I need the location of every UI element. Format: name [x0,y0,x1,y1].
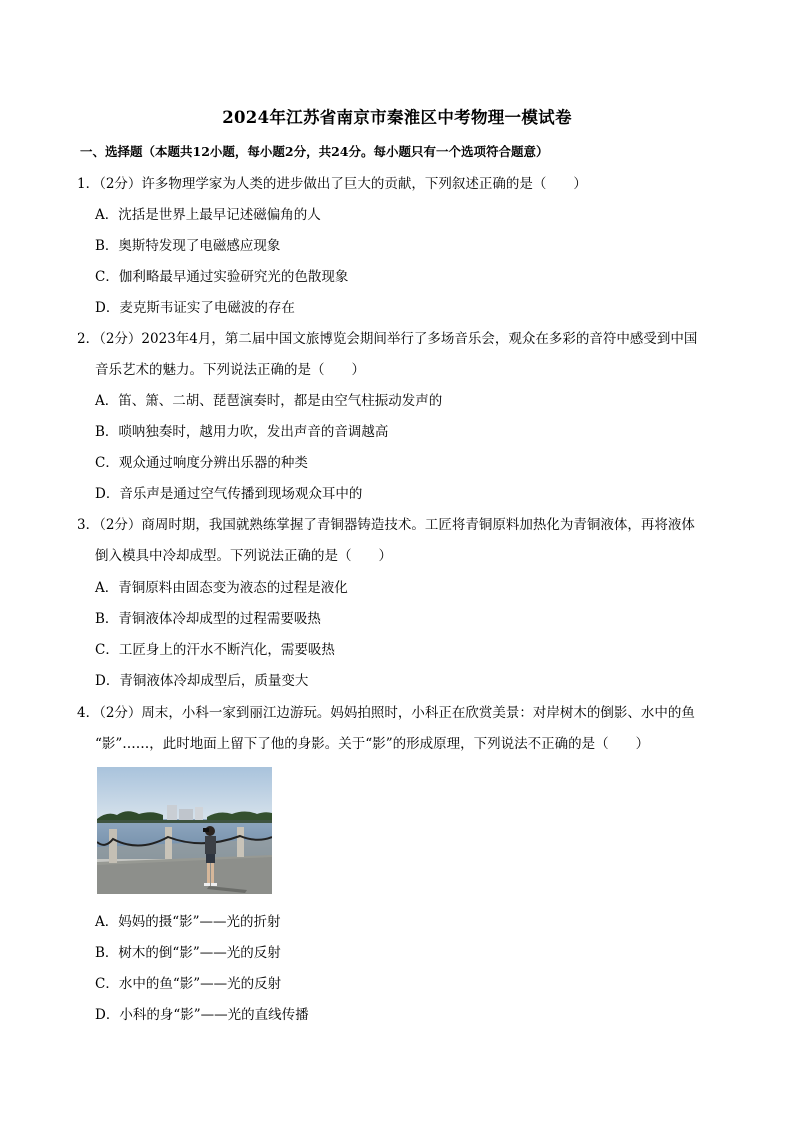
question-1-option-a: A．沈括是世界上最早记述磁偏角的人 [95,207,321,223]
page-title: 2024年江苏省南京市秦淮区中考物理一模试卷 [222,108,572,127]
question-4-option-b: B．树木的倒“影”——光的反射 [95,945,281,961]
question-4-stem-continued: “影”……，此时地面上留下了他的身影。关于“影”的形成原理，下列说法不正确的是（ ） [95,736,650,752]
question-3-stem: 3．（2分）商周时期，我国就熟练掌握了青铜器铸造技术。工匠将青铜原料加热化为青铜液体，再将液体 [77,517,695,533]
question-2-option-d: D．音乐声是通过空气传播到现场观众耳中的 [95,486,363,502]
question-2-stem-continued: 音乐艺术的魅力。下列说法正确的是（ ） [95,362,365,378]
question-3-option-c: C．工匠身上的汗水不断汽化，需要吸热 [95,642,335,658]
question-1-option-c: C．伽利略最早通过实验研究光的色散现象 [95,269,349,285]
question-4-option-a: A．妈妈的摄“影”——光的折射 [95,914,281,930]
question-1-option-d: D．麦克斯韦证实了电磁波的存在 [95,300,295,316]
question-1-stem: 1．（2分）许多物理学家为人类的进步做出了巨大的贡献，下列叙述正确的是（ ） [77,176,587,192]
question-4-stem: 4．（2分）周末，小科一家到丽江边游玩。妈妈拍照时，小科正在欣赏美景：对岸树木的倒影、水中的鱼 [77,705,695,721]
question-3-stem-continued: 倒入模具中冷却成型。下列说法正确的是（ ） [95,548,392,564]
riverside-photo [97,767,272,894]
question-2-option-c: C．观众通过响度分辨出乐器的种类 [95,455,308,471]
question-3-option-b: B．青铜液体冷却成型的过程需要吸热 [95,611,321,627]
question-3-option-a: A．青铜原料由固态变为液态的过程是液化 [95,580,348,596]
question-4-option-c: C．水中的鱼“影”——光的反射 [95,976,282,992]
question-4-option-d: D．小科的身“影”——光的直线传播 [95,1007,309,1023]
question-1-option-b: B．奥斯特发现了电磁感应现象 [95,238,281,254]
question-2-stem: 2．（2分）2023年4月，第二届中国文旅博览会期间举行了多场音乐会，观众在多彩的音符中感受到中国 [77,331,698,347]
question-2-option-a: A．笛、箫、二胡、琵琶演奏时，都是由空气柱振动发声的 [95,393,443,409]
question-2-option-b: B．唢呐独奏时，越用力吹，发出声音的音调越高 [95,424,389,440]
question-3-option-d: D．青铜液体冷却成型后，质量变大 [95,673,309,689]
section-heading: 一、选择题（本题共12小题，每小题2分，共24分。每小题只有一个选项符合题意） [80,144,549,159]
